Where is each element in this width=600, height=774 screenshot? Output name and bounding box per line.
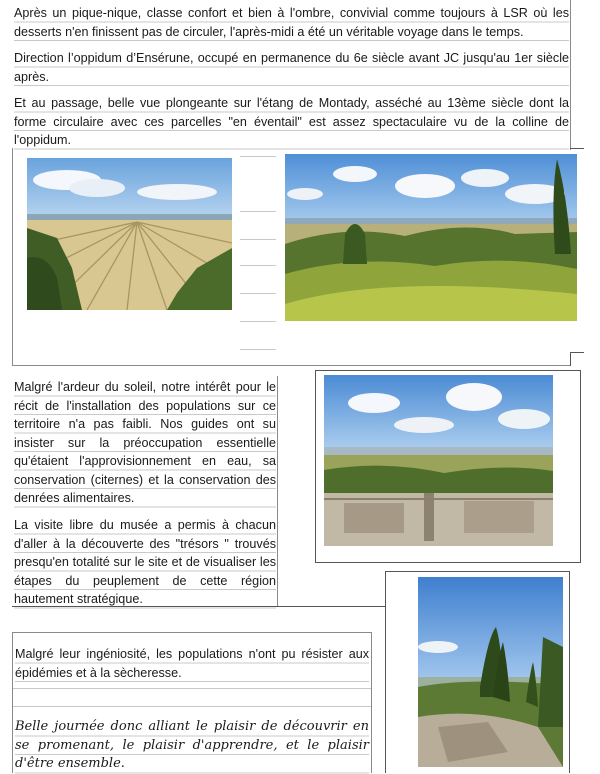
closing-sentence: Belle journée donc alliant le plaisir de découvrir en se promenant, le plaisir d'apprendre, et le plaisir d'être ensemble.	[15, 718, 369, 774]
ruling-line	[240, 265, 276, 266]
divider-line	[12, 606, 385, 607]
ruling-line	[13, 688, 371, 689]
ruling-line	[240, 156, 276, 157]
photo-panorama-vignes	[285, 154, 577, 321]
top-text-frame	[12, 0, 571, 150]
middle-text-frame	[12, 376, 278, 606]
photo-ruines-citernes	[324, 375, 553, 546]
ruling-line	[13, 706, 371, 707]
bottom-text-frame	[12, 632, 372, 773]
soleil-paragraph: Malgré l'ardeur du soleil, notre intérêt pour le récit de l'installation des populations sur ce territoire n'a pas faibli. Nos guides ont su insister sur la préoccupation essentielle qu'étaient l'approvisionnement en eau, sa conservation (citernes) et la conservation des denrées alimentaires.	[14, 378, 276, 508]
musee-paragraph: La visite libre du musée a permis à chacun d'aller à la découverte des "trésors " trouvés presqu'en totalité sur le site et de visualiser les étapes du peuplement de cette région hautement stratégique.	[14, 516, 276, 609]
epidemies-paragraph: Malgré leur ingéniosité, les populations n'ont pu résister aux épidémies et à la sècheresse.	[15, 645, 369, 682]
photo-cypres-fouilles	[418, 577, 563, 767]
corner-mark	[570, 148, 584, 149]
etang-paragraph: Et au passage, belle vue plongeante sur l'étang de Montady, asséché au 13ème siècle dont la forme circulaire avec ces parcelles "en éventail" est assez spectaculaire vu de la colline de l'oppidum.	[14, 94, 569, 150]
ruling-line	[240, 239, 276, 240]
corner-mark	[570, 352, 584, 353]
photo-etang-montady	[27, 158, 232, 310]
corner-mark	[570, 352, 571, 366]
ruling-line	[240, 211, 276, 212]
ruling-line	[240, 321, 276, 322]
ruling-line	[240, 293, 276, 294]
ruling-line	[240, 349, 276, 350]
oppidum-paragraph: Direction l’oppidum d’Ensérune, occupé en permanence du 6e siècle avant JC jusqu'au 1er siècle après.	[14, 49, 569, 86]
intro-paragraph: Après un pique-nique, classe confort et bien à l'ombre, convivial comme toujours à LSR où les desserts n'en finissent pas de circuler, l'après-midi a été un véritable voyage dans le temps.	[14, 4, 569, 41]
